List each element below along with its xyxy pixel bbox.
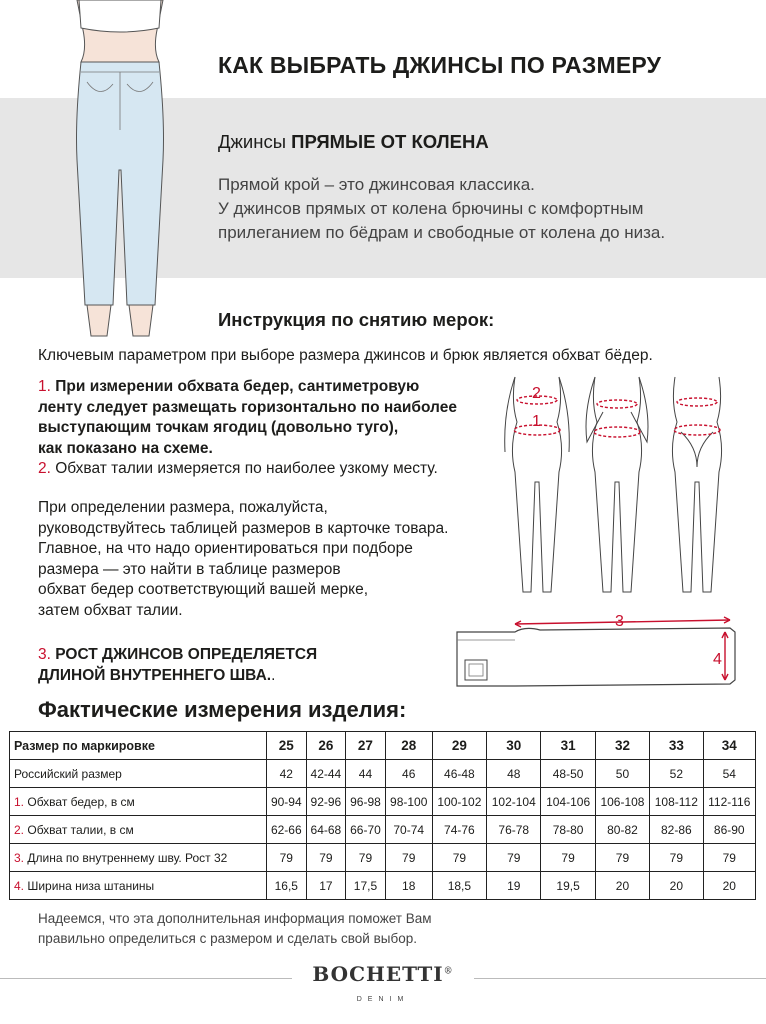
row-label-cell	[10, 872, 267, 900]
row-label: Российский размер	[14, 766, 122, 781]
row-label-cell	[10, 788, 267, 816]
table-cell: 20	[703, 872, 755, 900]
description-line: У джинсов прямых от колена брючины с комфортным	[218, 199, 644, 218]
jeans-description	[218, 173, 665, 245]
brand-name: BOCHETTI	[312, 962, 444, 986]
closing-line: Надеемся, что эта дополнительная информация поможет Вам	[38, 911, 432, 926]
table-cell: 79	[306, 844, 346, 872]
table-cell: 54	[703, 760, 755, 788]
table-cell: 86-90	[703, 816, 755, 844]
table-cell: 42-44	[306, 760, 346, 788]
advice-line: Главное, на что надо ориентироваться при подборе	[38, 540, 413, 557]
table-cell: 102-104	[487, 788, 541, 816]
table-cell: 20	[595, 872, 649, 900]
size-header-cell: 27	[346, 732, 386, 760]
table-cell: 46	[385, 760, 432, 788]
size-header-cell: 34	[703, 732, 755, 760]
step3-line: РОСТ ДЖИНСОВ ОПРЕДЕЛЯЕТСЯ	[55, 646, 318, 663]
advice-line: обхват бедер соответствующий вашей мерке,	[38, 581, 369, 598]
jeans-model-illustration	[55, 0, 185, 340]
row-label-cell	[10, 844, 267, 872]
step-number: 1.	[38, 378, 51, 395]
table-cell: 98-100	[385, 788, 432, 816]
table-cell: 50	[595, 760, 649, 788]
row-label: Ширина низа штанины	[27, 878, 155, 893]
table-cell: 48	[487, 760, 541, 788]
row-number: 3.	[14, 850, 25, 865]
step1-line: ленту следует размещать горизонтально по наиболее	[38, 398, 457, 416]
table-cell: 79	[703, 844, 755, 872]
table-row	[10, 844, 756, 872]
table-cell: 70-74	[385, 816, 432, 844]
row-label-cell	[10, 760, 267, 788]
table-cell: 46-48	[432, 760, 486, 788]
table-cell: 79	[595, 844, 649, 872]
step1-line: выступающим точкам ягодиц (довольно туго),	[38, 419, 399, 436]
brand-logo	[0, 962, 766, 986]
hip-label: 1	[532, 413, 541, 430]
row-label: Длина по внутреннему шву. Рост 32	[27, 850, 228, 865]
table-cell: 62-66	[267, 816, 307, 844]
table-cell: 112-116	[703, 788, 755, 816]
table-cell: 79	[650, 844, 703, 872]
table-cell: 96-98	[346, 788, 386, 816]
table-cell: 42	[267, 760, 307, 788]
table-header-row	[10, 732, 756, 760]
table-cell: 74-76	[432, 816, 486, 844]
jeans-leg-diagram	[455, 610, 745, 700]
size-header-cell: 30	[487, 732, 541, 760]
table-header-label: Размер по маркировке	[10, 732, 267, 760]
table-cell: 79	[346, 844, 386, 872]
table-cell: 76-78	[487, 816, 541, 844]
row-number: 2.	[14, 822, 25, 837]
table-cell: 52	[650, 760, 703, 788]
step1-line: как показано на схеме.	[38, 439, 213, 457]
closing-line: правильно определиться с размером и сделать свой выбор.	[38, 931, 417, 946]
jeans-type-heading	[218, 131, 489, 153]
table-cell: 79	[385, 844, 432, 872]
row-label: Обхват бедер, в см	[27, 794, 135, 809]
size-header-cell: 32	[595, 732, 649, 760]
size-header-cell: 28	[385, 732, 432, 760]
table-cell: 18,5	[432, 872, 486, 900]
key-parameter-text: Ключевым параметром при выборе размера джинсов и брюк является обхват бёдер.	[38, 347, 653, 364]
table-cell: 64-68	[306, 816, 346, 844]
table-cell: 92-96	[306, 788, 346, 816]
measurements-heading: Фактические измерения изделия:	[38, 697, 407, 722]
size-advice	[38, 498, 448, 621]
measurement-steps	[38, 377, 457, 480]
body-measurement-diagram	[495, 372, 735, 602]
table-cell: 79	[541, 844, 595, 872]
registered-mark: ®	[443, 966, 454, 977]
size-header-cell: 31	[541, 732, 595, 760]
table-cell: 100-102	[432, 788, 486, 816]
table-cell: 16,5	[267, 872, 307, 900]
row-number: 1.	[14, 794, 25, 809]
table-cell: 82-86	[650, 816, 703, 844]
table-cell: 108-112	[650, 788, 703, 816]
row-label: Обхват талии, в см	[27, 822, 134, 837]
size-header-cell: 26	[306, 732, 346, 760]
table-cell: 17,5	[346, 872, 386, 900]
table-row	[10, 816, 756, 844]
instructions-heading: Инструкция по снятию мерок:	[218, 309, 495, 330]
table-cell: 90-94	[267, 788, 307, 816]
page-title: КАК ВЫБРАТЬ ДЖИНСЫ ПО РАЗМЕРУ	[218, 52, 662, 78]
closing-note	[38, 909, 432, 949]
step3-dot: .	[271, 666, 276, 684]
step1-line: При измерении обхвата бедер, сантиметровую	[55, 378, 420, 395]
table-row	[10, 760, 756, 788]
table-cell: 19	[487, 872, 541, 900]
table-row	[10, 788, 756, 816]
size-header-cell: 25	[267, 732, 307, 760]
table-cell: 66-70	[346, 816, 386, 844]
advice-line: руководствуйтесь таблицей размеров в карточке товара.	[38, 519, 449, 537]
description-line: прилеганием по бёдрам и свободные от колена до низа.	[218, 223, 666, 242]
step3-line: ДЛИНОЙ ВНУТРЕННЕГО ШВА.	[38, 666, 272, 684]
table-cell: 78-80	[541, 816, 595, 844]
table-cell: 17	[306, 872, 346, 900]
table-cell: 18	[385, 872, 432, 900]
inseam-note	[38, 645, 317, 686]
table-row	[10, 872, 756, 900]
table-cell: 79	[432, 844, 486, 872]
brand-subline: DENIM	[356, 996, 410, 1003]
description-line: Прямой крой – это джинсовая классика.	[218, 175, 535, 194]
inseam-label: 3	[615, 613, 624, 630]
step-number: 2.	[38, 460, 51, 477]
jeans-type-prefix: Джинсы	[218, 131, 292, 152]
row-number: 4.	[14, 878, 25, 893]
advice-line: размера — это найти в таблице размеров	[38, 560, 341, 578]
row-label-cell	[10, 816, 267, 844]
step-number: 3.	[38, 646, 51, 663]
table-cell: 106-108	[595, 788, 649, 816]
table-cell: 80-82	[595, 816, 649, 844]
jeans-type-name: ПРЯМЫЕ ОТ КОЛЕНА	[291, 131, 489, 152]
step2-text: Обхват талии измеряется по наиболее узкому месту.	[55, 460, 438, 477]
table-cell: 104-106	[541, 788, 595, 816]
advice-line: затем обхват талии.	[38, 601, 183, 619]
table-cell: 79	[267, 844, 307, 872]
table-cell: 44	[346, 760, 386, 788]
size-header-cell: 29	[432, 732, 486, 760]
advice-line: При определении размера, пожалуйста,	[38, 499, 328, 516]
table-cell: 20	[650, 872, 703, 900]
size-header-cell: 33	[650, 732, 703, 760]
hem-width-label: 4	[713, 651, 722, 668]
table-cell: 48-50	[541, 760, 595, 788]
waist-label: 2	[532, 385, 541, 402]
table-cell: 19,5	[541, 872, 595, 900]
size-table	[9, 731, 756, 900]
table-cell: 79	[487, 844, 541, 872]
